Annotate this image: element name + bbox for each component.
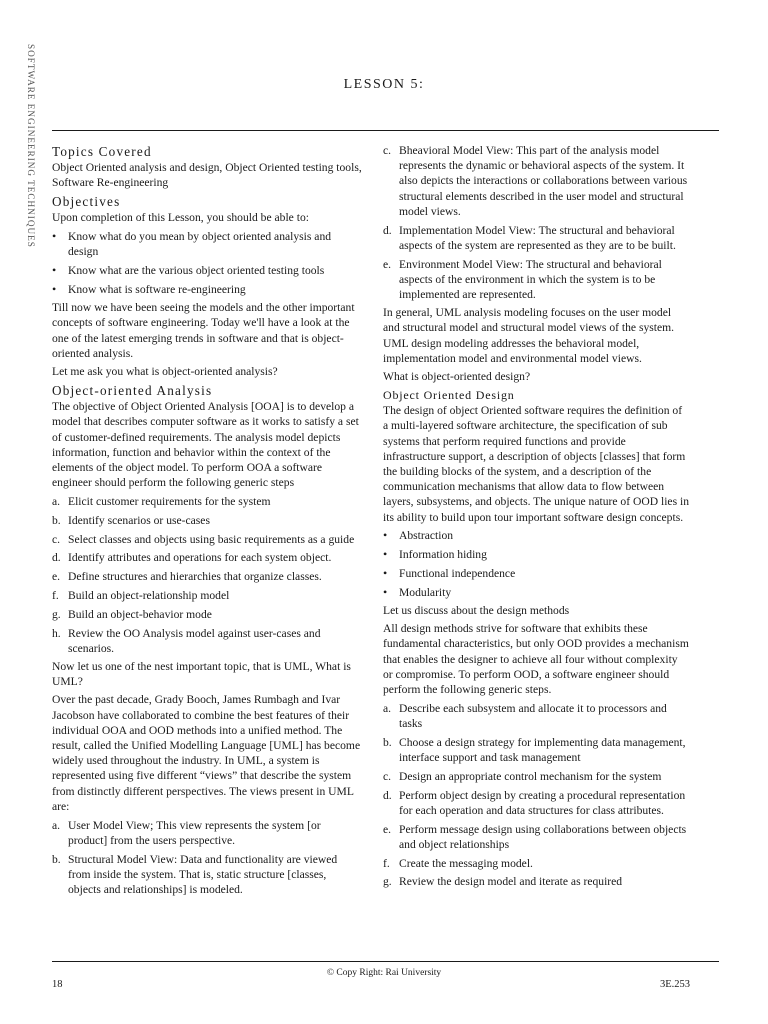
heading-object-oriented-analysis: Object-oriented Analysis — [52, 383, 213, 399]
uml-views-list — [52, 818, 362, 898]
bullet-icon: • — [383, 584, 388, 599]
objectives-intro: Upon completion of this Lesson, you should be able to: — [52, 211, 309, 225]
list-item: e. Perform message design using collaborations between objects and object relationships — [383, 822, 687, 851]
topics-text: Object Oriented analysis and design, Object Oriented testing tools, Software Re-engineering — [52, 161, 362, 190]
bullet-icon: • — [383, 566, 388, 581]
list-item: e. Define structures and hierarchies that organize classes. — [52, 570, 322, 584]
list-item: • Know what are the various object oriented testing tools — [52, 263, 325, 278]
list-item: • Know what do you mean by object oriented analysis and design — [52, 229, 332, 259]
list-item: g. Review the design model and iterate as required — [383, 875, 623, 889]
page-code: 3E.253 — [660, 979, 691, 990]
bullet-icon: • — [52, 263, 57, 278]
list-item: • Functional independence — [383, 566, 516, 581]
list-item: c. Bheavioral Model View: This part of the analysis model represents the dynamic or behavioral aspects of the system. It also depicts the interactions or collaborations between various structural elements described in the user model and structural model views. — [383, 144, 688, 218]
uml-views-list-continued — [383, 143, 689, 302]
list-item: • Information hiding — [383, 547, 487, 562]
list-item: • Know what is software re-engineering — [52, 282, 246, 296]
top-rule — [52, 130, 719, 131]
list-item: f. Build an object-relationship model — [52, 589, 230, 603]
ooa-paragraph: The objective of Object Oriented Analysis [OOA] is to develop a model that describes computer software as it works to satisfy a set of customer-defined requirements. The analysis model depicts information, function and behavior within the context of the elements of the object model. To perform OOA a software engineer should perform the following generic steps — [52, 400, 359, 490]
lesson-title: LESSON 5: — [343, 77, 425, 92]
list-item: b. Structural Model View: Data and functionality are viewed from inside the system. That is, static structure [classes, objects and relationships] is modeled. — [52, 852, 338, 897]
right-column — [383, 140, 689, 890]
uml-paragraph: Over the past decade, Grady Booch, James Rumbagh and Ivar Jacobson have collaborated to combine the best features of their individual OOA and OOD methods into a unified method. The result, called the Unified Modelling Language [UML] has become widely used throughout the industry. In UML, a system is represented using five different “views” that describe the system from distinctly different perspectives. The views present in UML are: — [52, 693, 361, 813]
list-item: b. Identify scenarios or use-cases — [52, 513, 210, 527]
list-item: c. Design an appropriate control mechanism for the system — [383, 769, 662, 783]
design-methods-intro: Let us discuss about the design methods — [383, 604, 570, 618]
intro-paragraph: Till now we have been seeing the models and the other important concepts of software engineering. Today we'll have a look at the one of the latest emerging trends in software and that is object-oriented analysis. — [52, 301, 355, 360]
ood-steps-list — [383, 701, 689, 890]
bullet-icon: • — [52, 229, 57, 244]
design-methods-paragraph: All design methods strive for software that exhibits these fundamental characteristics, but only OOD provides a mechanism that enables the designer to achieve all four without complexity or compromise. To perform OOD, a software engineer should perform the following generic steps. — [383, 622, 689, 697]
heading-object-oriented-design: Object Oriented Design — [383, 388, 515, 403]
bullet-icon: • — [383, 528, 388, 543]
list-item: b. Choose a design strategy for implementing data management, interface support and task management — [383, 735, 686, 765]
heading-objectives: Objectives — [52, 194, 121, 210]
uml-question: Now let us one of the nest important topic, that is UML, What is UML? — [52, 660, 351, 689]
ood-paragraph: The design of object Oriented software requires the definition of a multi-layered software architecture, the specification of sub systems that perform required functions and provide infrastructure support, a description of objects [classes] that form the building blocks of the system, and a description of the communication mechanisms that allow data to flow between layers, subsystems, and objects. The unique nature of OOD lies in its ability to build upon tour important software design concepts. — [383, 404, 689, 524]
list-item: a. User Model View; This view represents the system [or product] from the users perspective. — [52, 818, 321, 847]
heading-topics-covered: Topics Covered — [52, 144, 152, 159]
running-header-side: SOFTWARE ENGINEERING TECHNIQUES — [26, 44, 36, 248]
copyright-notice: © Copy Right: Rai University — [326, 968, 442, 978]
list-item: f. Create the messaging model. — [383, 856, 533, 870]
list-item: a. Describe each subsystem and allocate it to processors and tasks — [383, 701, 667, 731]
bullet-icon: • — [383, 547, 388, 562]
design-concepts-list — [383, 528, 689, 600]
ood-question: What is object-oriented design? — [383, 370, 531, 384]
left-column — [52, 140, 362, 897]
list-item: d. Perform object design by creating a procedural representation for each operation and data structures for class attributes. — [383, 788, 686, 817]
uml-general-paragraph: In general, UML analysis modeling focuses on the user model and structural model and structural model views of the system. UML design modeling addresses the behavioral model, implementation model and environmental model views. — [383, 306, 675, 365]
list-item: c. Select classes and objects using basic requirements as a guide — [52, 532, 355, 546]
list-item: h. Review the OO Analysis model against user-cases and scenarios. — [52, 626, 321, 655]
objectives-list — [52, 229, 362, 297]
bullet-icon: • — [52, 282, 57, 296]
page-number: 18 — [52, 979, 63, 990]
list-item: g. Build an object-behavior mode — [52, 607, 212, 621]
list-item: e. Environment Model View: The structural and behavioral aspects of the environment in which the system is to be implemented are represented. — [383, 257, 662, 302]
list-item: d. Identify attributes and operations for each system object. — [52, 551, 332, 565]
ooa-question: Let me ask you what is object-oriented analysis? — [52, 365, 278, 379]
bottom-rule — [52, 961, 719, 962]
list-item: • Modularity — [383, 584, 452, 599]
list-item: • Abstraction — [383, 528, 454, 543]
ooa-steps-list — [52, 494, 362, 656]
list-item: a. Elicit customer requirements for the system — [52, 495, 271, 509]
list-item: d. Implementation Model View: The structural and behavioral aspects of the system are represented as they are to be built. — [383, 223, 676, 252]
